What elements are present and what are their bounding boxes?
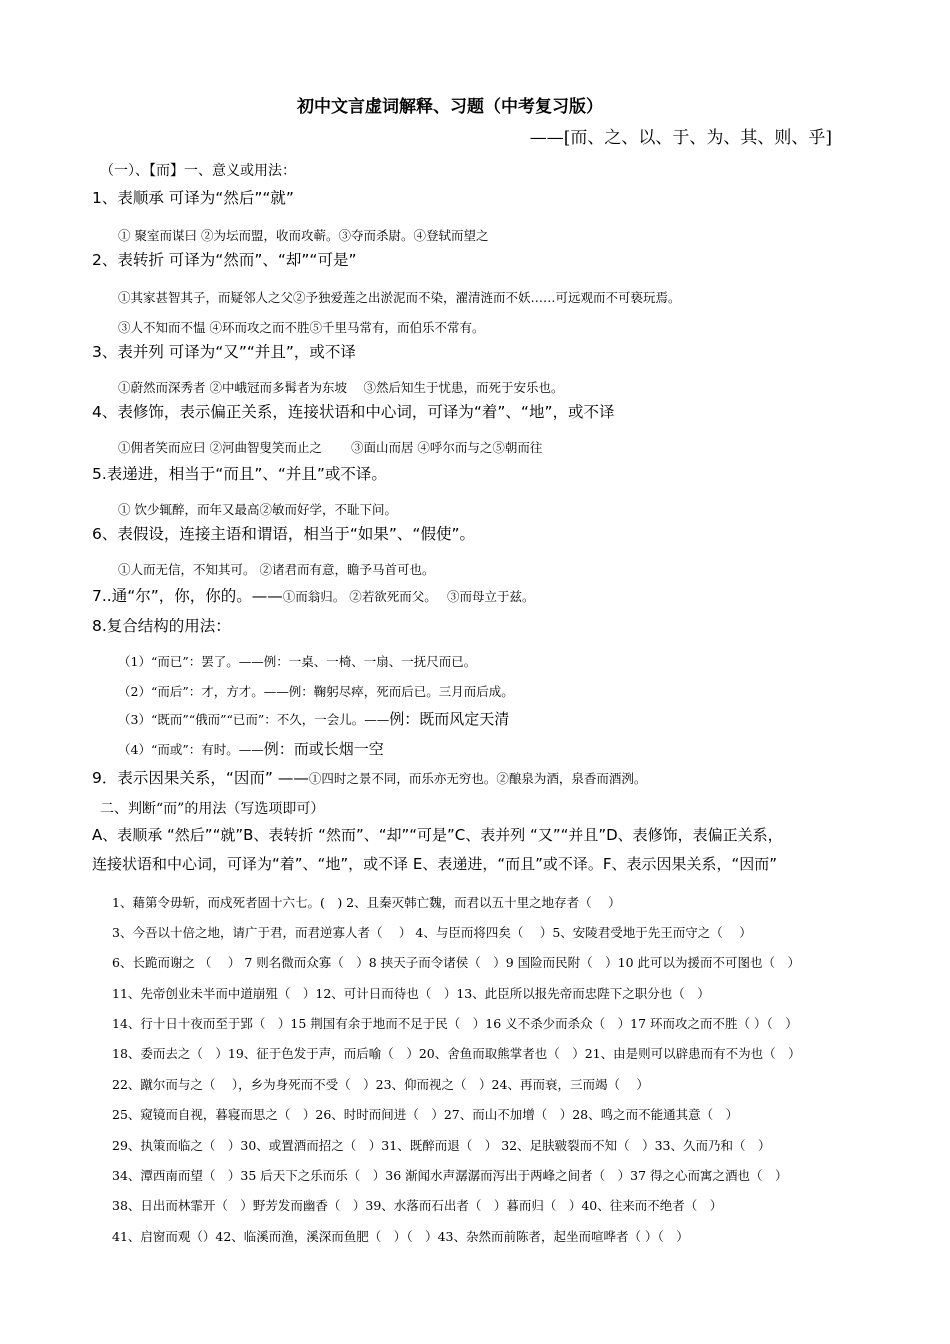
usage-heading: 6、表假设，连接主语和谓语，相当于“如果”、“假使”。 bbox=[92, 525, 475, 543]
example-line: （1）“而已”：罢了。——例：一桌、一椅、一扇、一抚尺而已。 bbox=[118, 654, 477, 669]
section1-heading: （一）、【而】一、意义或用法： bbox=[100, 163, 296, 179]
question-line: 3、今吾以十倍之地，请广于君，而君逆寡人者（ ） 4、与臣而将四矣（ ）5、安陵君受地于先王而守之（ ） bbox=[112, 925, 752, 940]
question-line: 14、行十日十夜而至于郢（ ）15 荆国有余于地而不足于民（ ）16 义不杀少而杀众（ ）17 环而攻之而不胜（ ）（ ） bbox=[112, 1016, 798, 1031]
usage-heading: 5.表递进，相当于“而且”、“并且”或不译。 bbox=[92, 465, 387, 483]
usage-heading-with-example bbox=[92, 584, 534, 606]
section2-heading: 二、判断“而”的用法（写选项即可） bbox=[100, 801, 325, 817]
question-line: 6、长跪而谢之 （ ） 7 则名微而众寡（ ）8 挟天子而令诸侯（ ）9 国险而民附（ ）10 此可以为援而不可图也（ ） bbox=[112, 955, 801, 970]
compound-usage-line bbox=[118, 738, 384, 759]
example-line: ③人不知而不愠 ④环而攻之而不胜⑤千里马常有，而伯乐不常有。 bbox=[118, 320, 485, 335]
example-line: （2）“而后”：才，方才。——例：鞠躬尽瘁，死而后已。三月而后成。 bbox=[118, 684, 514, 699]
question-line: 34、潭西南而望（ ）35 后天下之乐而乐（ ）36 渐闻水声潺潺而泻出于两峰之间者（ ）37 得之心而寓之酒也（ ） bbox=[112, 1168, 788, 1183]
usage-heading: 4、表修饰，表示偏正关系，连接状语和中心词，可译为“着”、“地”，或不译 bbox=[92, 403, 615, 421]
question-line: 22、蹴尔而与之（ ），乡为身死而不受（ ）23、仰而视之（ ）24、再而衰，三而竭（ ） bbox=[112, 1077, 649, 1092]
question-line: 38、日出而林霏开（ ）野芳发而幽香（ ）39、水落而石出者（ ）暮而归（ ）40、往来而不绝者（ ） bbox=[112, 1198, 723, 1213]
options-line: A、表顺承 “然后”“就”B、表转折 “然而”、“却”“可是”C、表并列 “又”“并且”D、表修饰，表偏正关系， bbox=[92, 826, 783, 844]
compound-usage-line bbox=[118, 708, 509, 729]
usage-heading: 3、表并列 可译为“又”“并且”，或不译 bbox=[92, 343, 356, 361]
page-subtitle: ——[而、之、以、于、为、其、则、乎] bbox=[529, 128, 832, 148]
usage-heading: 8.复合结构的用法： bbox=[92, 617, 231, 635]
example-line: ① 聚室而谋曰 ②为坛而盟，收而攻蕲。③夺而杀尉。④登轼而望之 bbox=[118, 228, 489, 243]
question-line: 11、先帝创业未半而中道崩殂（ ）12、可计日而待也（ ）13、此臣所以报先帝而忠陛下之职分也（ ） bbox=[112, 986, 710, 1001]
usage-label: 7..通“尔”，你，你的。—— bbox=[92, 587, 283, 605]
example-line: ①佣者笑而应曰 ②河曲智叟笑而止之 ③面山而居 ④呼尔而与之⑤朝而往 bbox=[118, 440, 543, 455]
question-line: 25、窥镜而自视，暮寝而思之（ ）26、时时而间进（ ）27、而山不加增（ ）28、鸣之而不能通其意（ ） bbox=[112, 1107, 739, 1122]
compound-label: （4）“而或”：有时。—— bbox=[118, 742, 264, 757]
page-title: 初中文言虚词解释、习题（中考复习版） bbox=[297, 97, 603, 117]
example-line: ①人而无信，不知其可。 ②诸君而有意，瞻予马首可也。 bbox=[118, 562, 435, 577]
usage-heading: 2、表转折 可译为“然而”、“却”“可是” bbox=[92, 251, 357, 269]
question-line: 41、启窗而观（）42、临溪而渔，溪深而鱼肥（ ）（ ）43、杂然而前陈者，起坐而喧哗者（ ）（ ） bbox=[112, 1229, 689, 1244]
usage-example: ①四时之景不同，而乐亦无穷也。②酿泉为酒，泉香而酒洌。 bbox=[308, 771, 647, 786]
usage-example: ①而翁归。 ②若欲死而父。 ③而母立于兹。 bbox=[282, 589, 535, 604]
compound-example: 例：既而风定天清 bbox=[389, 710, 510, 728]
example-line: ① 饮少辄醉，而年又最高②敏而好学，不耻下问。 bbox=[118, 502, 397, 517]
usage-heading-with-example bbox=[92, 766, 646, 788]
usage-heading: 1、表顺承 可译为“然后”“就” bbox=[92, 189, 294, 207]
question-line: 18、委而去之（ ）19、征于色发于声，而后喻（ ）20、舍鱼而取熊掌者也（ ）21、由是则可以辟患而有不为也（ ） bbox=[112, 1046, 801, 1061]
usage-label: 9．表示因果关系，“因而” —— bbox=[92, 769, 309, 787]
question-line: 29、执策而临之（ ）30、或置酒而招之（ ）31、既醉而退（ ） 32、足肤皲裂而不知（ ）33、久而乃和（ ） bbox=[112, 1138, 771, 1153]
compound-example: 例：而或长烟一空 bbox=[263, 740, 384, 758]
question-line: 1、藉第令毋斩，而戍死者固十六七。( ) 2、且秦灭韩亡魏，而君以五十里之地存者（ ） bbox=[112, 895, 621, 910]
example-line: ①其家甚智其子，而疑邻人之父②予独爱莲之出淤泥而不染，濯清涟而不妖……可远观而不可亵玩焉。 bbox=[118, 290, 681, 305]
options-line: 连接状语和中心词，可译为“着”、“地”，或不译 E、表递进，“而且”或不译。F、表示因果关系，“因而” bbox=[92, 855, 778, 873]
compound-label: （3）“既而”“俄而”“已而”：不久，一会儿。—— bbox=[118, 712, 390, 727]
example-line: ①蔚然而深秀者 ②中峨冠而多髯者为东坡 ③然后知生于忧患，而死于安乐也。 bbox=[118, 380, 564, 395]
